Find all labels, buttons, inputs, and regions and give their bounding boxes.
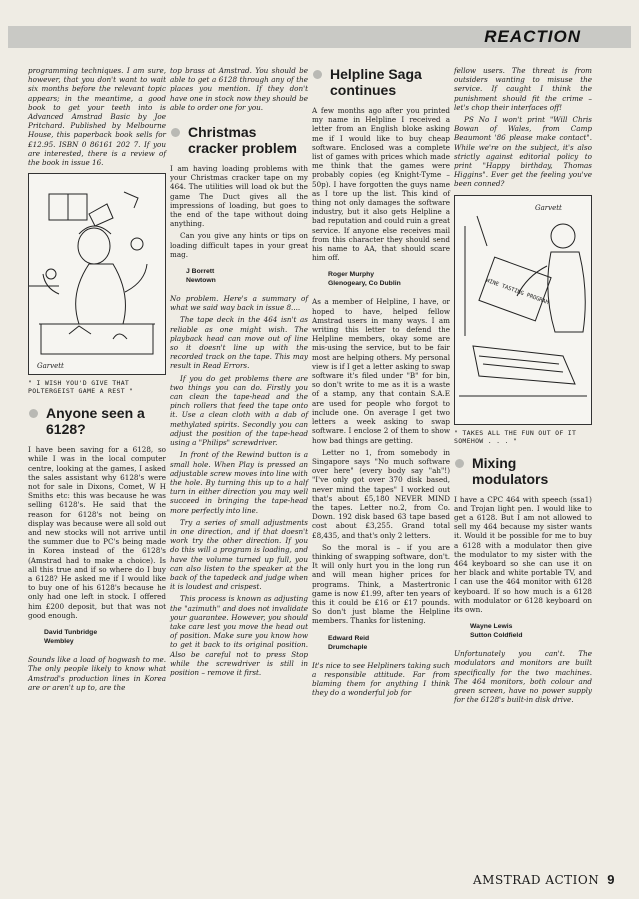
col3-letter1: A few months ago after you printed my name in Helpline I received a letter from an English bloke asking me if I would like to buy cheap software. Enclosed was a complete list of games with prices which made me think that the games were probably copies (eg Knight-Tyme – 50p). I have forgotten the guys name as I tore up the list. This kind of thing not only damages the software industry, but it also gets Helpline a bad reputation and could ruin a great service. If anyone else receives mail from this character they should send his name to AA, that should scare him off. [312,106,450,263]
col3-letter2-p2: Letter no 1, from somebody in Singapore says "No much software over here" (every body say "ah"!) "I've only got over 370 disk based, never mind the tapes" I worked out that's about £5,180 NEVER MIND the tapes. Letter no.2, from Co. Down. 192 disk based 63 tape based cost about £3,255. Grand total £8,435, and that's only 2 letters. [312,447,450,540]
bullet-icon [313,70,322,79]
column-4 [454,66,592,708]
cartoon-wine-tasting [454,195,592,425]
heading-anyone-seen-6128: Anyone seen a 6128? [28,405,166,437]
column-2 [170,66,308,680]
wine-tasting-illustration [455,196,591,424]
col3-letter2-p1: As a member of Helpline, I have, or hoped to have, helped fellow Amstrad users in many ways. I am writing this letter to defend the Helpline members, okay some are mis-using the service, but to be fair most are helping others. My personal view is if I get a letter asking to swap software it's filed under "B" for bin, so don't write to me as it is a waste of a stamp, any that contain S.A.E are used for people who forgot to include one. On average I get two letters a week asking to swap software. I enclose 2 of them to show how bad things are getting. [312,297,450,445]
col3-reply: It's nice to see Helpliners taking such a responsible attitude. Far from blaming them for anything I think they do a wonderful job for [312,660,450,698]
col2-letter-p1: I am having loading problems with your Christmas cracker tape on my 464. The utilities will load ok but the game The Duct gives all the impressions of loading, but goes to the end of the tape without doing anything. [170,164,308,229]
poltergeist-illustration [29,174,165,374]
heading-helpline-saga: Helpline Saga continues [312,66,450,98]
cartoon1-caption: " I WISH YOU'D GIVE THAT POLTERGEIST GAME A REST " [28,379,134,396]
col2-reply-2: The tape deck in the 464 isn't as reliable as one might wish. The playback head can move out of line so it doesn't line up with the recorded track on the tape. This may result in Read Errors. [170,315,308,371]
heading-mixing-modulators: Mixing modulators [454,455,592,487]
col4-intro: fellow users. The threat is from outsiders wanting to misuse the service. If caught I think the punishment should fit the crime – let's chop their interfaces off! [454,66,592,112]
col2-reply-1: No problem. Here's a summary of what we said way back in issue 8.... [170,294,308,313]
cartoon1-artist: Garvett [37,362,64,371]
col1-letter: I have been saving for a 6128, so while I was in the local computer centre, looking at the games, I asked the sales assistant why 6128's were not for sale in Dixons, Comet, W H Smiths etc: this was because he was selling 6128's. He said that the reason for 6128's not being on display was because were all sold out and new stocks will not arrive until the summer due to PC's being made in Korea instead of the 6128's (Amstrad had to make a choice). Is all this true and if so where do I buy a 6128? He asked me if I would like to buy one of his 6128's because he only had one left in stock. I offered him £200 deposit, but that was not good enough. [28,445,166,620]
col4-ps: PS No I won't print "Will Chris Bowan of Wales, from Camp Beaumont '86 please make contact". While we're on the subject, it's also strictly against editorial policy to print "Happy birthday, Thomas Higgins". Ever get the feeling you've been conned? [454,115,592,189]
col2-reply-4: In front of the Rewind button is a small hole. When Play is pressed an adjustable screw moves into line with the hole. By turning this up to a half turn in either direction you may well succeed in bringing the tape-head more perfectly into line. [170,450,308,515]
col2-letter-p2: Can you give any hints or tips on loading difficult tapes in your great mag. [170,231,308,259]
bullet-icon [455,459,464,468]
col4-letter: I have a CPC 464 with speech (ssa1) and Trojan light pen. I would like to get a 6128. But I am not allowed to sell my 464 because my sister wants it. Would it be possible for me to buy a 6128 with a modulator then give the modulator to my sister with the 464 keyboard so she can use it on her black and white portable TV, and I can use the 464 monitor with 6128 keyboard. If so how much is a 6128 with modulator or 6128 keyboard on its own. [454,494,592,615]
col4-reply: Unfortunately you can't. The modulators and monitors are built specifically for the two machines. The 464 monitors, both colour and green screen, have no power supply for the 6128's built-in disk drive. [454,649,592,705]
col1-intro: programming techniques. I am sure, however, that you don't want to wait six months before the relevant topic appears; in the meantime, a good book to get your teeth into is Advanced Amstrad Basic by Joe Pritchard. Published by Melbourne House, this paperback book sells for £12.95. ISBN 0 86161 202 7. If you are interested, there is a review of the book in issue 16. [28,66,166,168]
heading-christmas-cracker: Christmas cracker problem [170,124,308,156]
col1-signature: David Tunbridge Wembley [44,629,98,646]
column-1 [28,66,166,695]
col3-signature-2: Edward Reid Drumchaple [328,634,370,651]
cartoon-poltergeist [28,173,166,375]
cartoon2-artist: Garvett [535,203,562,212]
bullet-icon [29,409,38,418]
page-number: 9 [607,872,615,887]
magazine-name: AMSTRAD ACTION [473,873,600,887]
col2-reply-3: If you do get problems there are two things you can do. Firstly you can clean the tape-head and the pinch rollers that feed the tape onto it. Use a clean cloth with a dab of methylated spirits. Secondly you can adjust the position of the tape-head using a "Philips" screwdriver. [170,373,308,448]
section-title: REACTION [484,27,581,46]
col3-letter2-p3: So the moral is – if you are thinking of swapping software, don't. It will only hurt you in the long run and will mean higher prices for programs. Think, a Mastertronic game is now £1.99, after ten years of this it could be £16 or £17 pounds. So don't just blame the Helpline members. Thanks for listening. [312,542,450,626]
col1-reply: Sounds like a load of hogwash to me. The only people likely to know what Amstrad's production lines in Korea are or aren't up to, are the [28,655,166,692]
col3-signature-1: Roger Murphy Glenogeary, Co Dublin [328,271,401,288]
col2-intro: top brass at Amstrad. You should be able to get a 6128 through any of the places you mention. If they don't have one in stock now they should be able to order one for you. [170,66,308,112]
col4-signature: Wayne Lewis Sutton Coldfield [470,623,523,640]
column-3 [312,66,450,700]
cartoon2-caption: " TAKES ALL THE FUN OUT OF IT SOMEHOW . . . " [454,428,577,445]
bullet-icon [171,128,180,137]
cartoon2-sign: WINE TASTING PROGRAM [485,277,550,306]
section-banner [8,26,631,48]
col2-reply-5: Try a series of small adjustments in one direction, and if that doesn't work try the other direction. If you do this will a program is loading, and have the volume turned up full, you can also listen to the speaker at the back of the tapedeck and judge when it is loudest and crispest. [170,517,308,592]
col2-signature: J Borrett Newtown [186,268,216,285]
col2-reply-6: This process is known as adjusting the "azimuth" and does not invalidate your guarantee. However, you should take care lest you move the head out of position. Make sure you know how to get it back to its original position. Also be careful not to press Stop while the screwdriver is still in position – remove it first. [170,594,308,677]
page-footer [473,872,615,887]
